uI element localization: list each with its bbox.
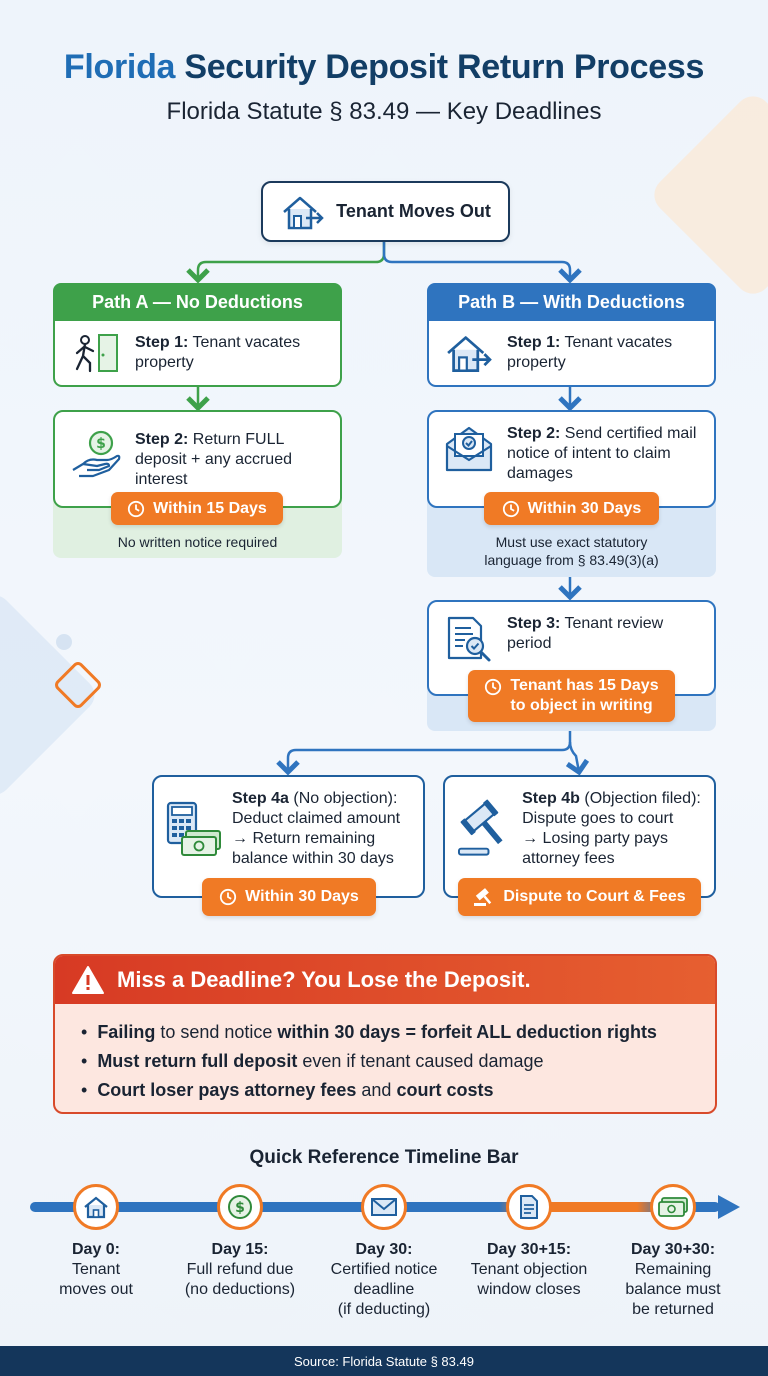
- document-check-icon: [443, 614, 495, 664]
- step4b-text: Step 4b (Objection filed): Dispute goes to court → Losing party pays attorney fees: [522, 790, 701, 867]
- warning-item: • Must return full deposit even if tenant caused damage: [81, 1047, 715, 1076]
- start-label: Tenant Moves Out: [336, 201, 491, 221]
- clock-icon: [502, 500, 520, 518]
- clock-icon: [127, 500, 145, 518]
- warning-item: • Court loser pays attorney fees and court costs: [81, 1076, 715, 1105]
- clock-icon: [484, 678, 502, 696]
- title-rest: Security Deposit Return Process: [184, 48, 705, 86]
- timeline-label-day30: Day 30: Certified notice deadline (if deducting): [330, 1241, 438, 1318]
- warning-item: • Failing to send notice within 30 days = forfeit ALL deduction rights: [81, 1018, 715, 1047]
- certified-mail-icon: [443, 424, 495, 474]
- footer-source: Source: Florida Statute § 83.49: [0, 1346, 768, 1376]
- step4a-text: Step 4a (No objection): Deduct claimed amount → Return remaining balance within 30 days: [232, 790, 401, 867]
- warning-icon: [71, 965, 105, 995]
- path-a-deadline-badge: [111, 492, 283, 525]
- clock-icon: [219, 888, 237, 906]
- path-b-step3-deadline-badge: [468, 670, 675, 722]
- path-b-note: Must use exact statutory language from § 83.49(3)(a): [484, 534, 659, 568]
- path-b-step3-deadline-label: Tenant has 15 Days to object in writing: [510, 677, 659, 714]
- warning-title: Miss a Deadline? You Lose the Deposit.: [117, 967, 531, 992]
- path-a-note: No written notice required: [117, 534, 278, 550]
- path-b-header: Path B — With Deductions: [427, 283, 716, 321]
- dollar-coin-icon: [227, 1194, 253, 1220]
- svg-text:$: $: [235, 1200, 245, 1216]
- path-a-step1-text: Step 1: Tenant vacates property: [135, 334, 301, 371]
- path-a-step1: [53, 319, 342, 387]
- person-exit-icon: [71, 331, 123, 375]
- cash-icon: [657, 1196, 689, 1218]
- timeline-node-day45: [506, 1184, 552, 1230]
- path-a-deadline-label: Within 15 Days: [153, 499, 267, 517]
- warning-list: [55, 1004, 715, 1105]
- step4a-deadline-badge: [202, 878, 376, 916]
- house-arrow-icon: [443, 331, 495, 375]
- page-subtitle: Florida Statute § 83.49 — Key Deadlines: [166, 98, 602, 125]
- path-b-step3-text: Step 3: Tenant review period: [507, 615, 664, 652]
- warning-header: [55, 956, 715, 1004]
- timeline-label-day15: Day 15: Full refund due (no deductions): [184, 1241, 296, 1298]
- svg-text:$: $: [96, 436, 106, 452]
- timeline-label-day45: Day 30+15: Tenant objection window closes: [470, 1241, 588, 1298]
- timeline-node-day0: [73, 1184, 119, 1230]
- path-b-step1-text: Step 1: Tenant vacates property: [507, 334, 673, 371]
- step4b-deadline-badge: [458, 878, 701, 916]
- warning-box: [53, 954, 717, 1114]
- gavel-icon: [473, 887, 495, 907]
- timeline-label-day60: Day 30+30: Remaining balance must be returned: [625, 1241, 721, 1318]
- timeline-title: Quick Reference Timeline Bar: [249, 1147, 519, 1168]
- house-arrow-icon: [280, 192, 326, 232]
- title-accent: Florida: [63, 48, 176, 86]
- timeline-node-day15: [217, 1184, 263, 1230]
- path-a-step2-text: Step 2: Return FULL deposit + any accrued interest: [135, 431, 292, 488]
- house-icon: [83, 1195, 109, 1219]
- timeline-node-day60: [650, 1184, 696, 1230]
- path-a-header: Path A — No Deductions: [53, 283, 342, 321]
- timeline-label-day0: Day 0: Tenant moves out: [59, 1241, 133, 1298]
- path-b-step1: [427, 319, 716, 387]
- timeline-node-day30: [361, 1184, 407, 1230]
- envelope-icon: [370, 1196, 398, 1218]
- start-node: [261, 181, 510, 242]
- step4b-deadline-label: Dispute to Court & Fees: [503, 888, 686, 905]
- step4a-deadline-label: Within 30 Days: [245, 888, 359, 905]
- path-b-deadline-badge: [484, 492, 659, 525]
- hand-coin-icon: [71, 430, 123, 480]
- gavel-icon: [457, 799, 512, 859]
- document-icon: [518, 1194, 540, 1220]
- path-b-step2-text: Step 2: Send certified mail notice of intent to claim damages: [507, 425, 697, 482]
- calculator-cash-icon: [166, 799, 222, 859]
- path-b-deadline-label: Within 30 Days: [527, 499, 642, 517]
